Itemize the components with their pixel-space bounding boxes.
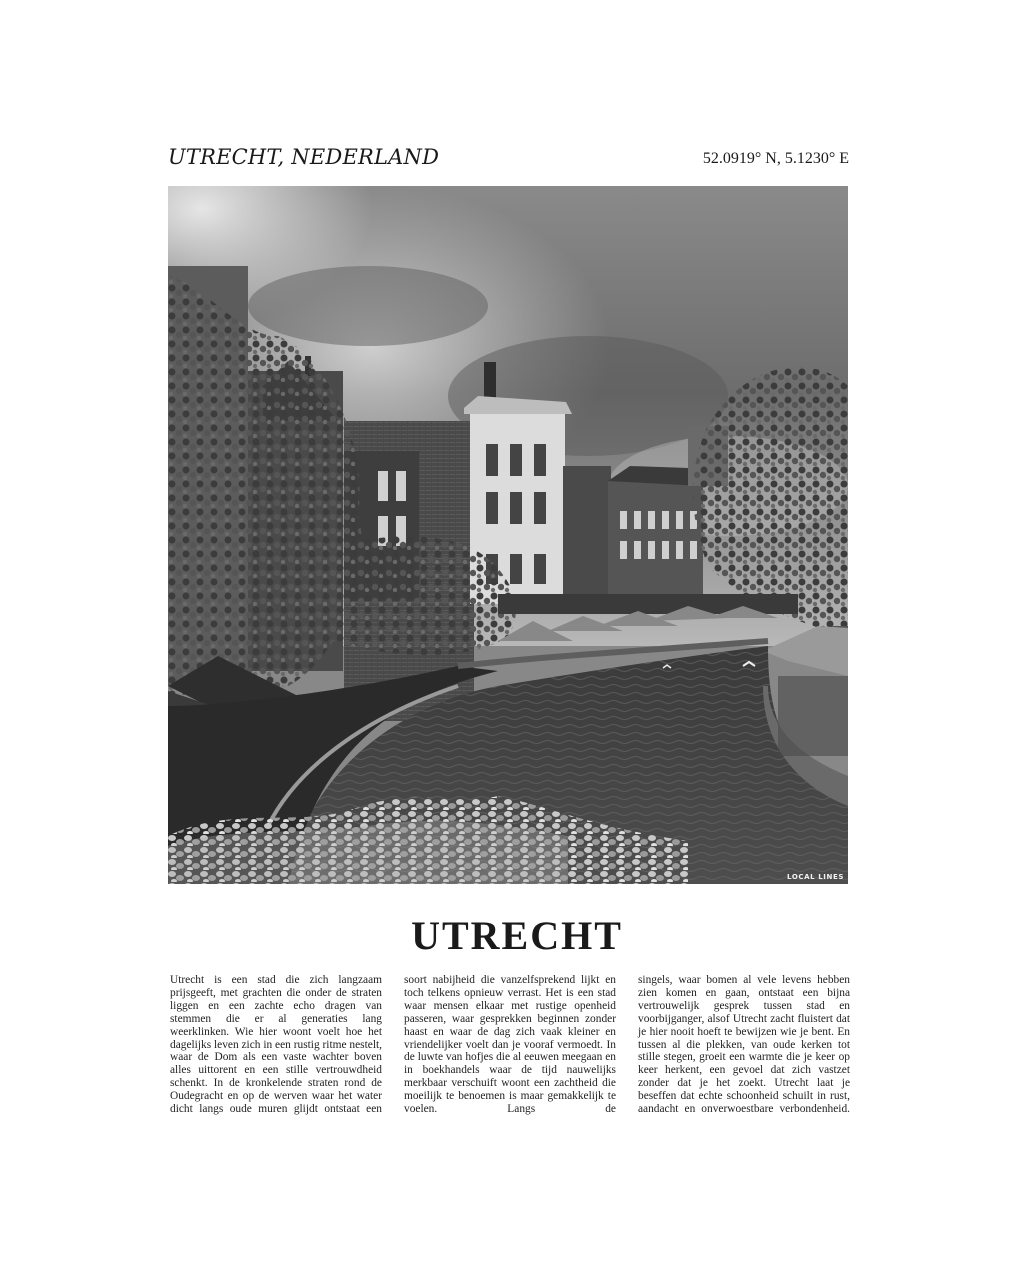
photo-watermark: LOCAL LINES: [787, 873, 844, 881]
body-text: [170, 974, 850, 1116]
body-column-3: singels, waar bomen al vele levens hebben zien komen en gaan, ontstaat een bijna vertrouwelijk gesprek tussen stad en voorbijganger, alsof Utrecht zacht fluistert dat je hier nooit hoeft te bewijzen wie je bent. En tussen al die plekken, van oude kerken tot stille stegen, groeit een warmte die je keer op keer herkent, een gevoel dat zich vastzet zonder dat je het zoekt. Utrecht laat je beseffen dat echte schoonheid schuilt in rust, aandacht en onverwoestbare verbondenheid.: [638, 974, 850, 1116]
city-title: UTRECHT: [411, 913, 623, 958]
canal-photo-illustration: [168, 186, 848, 884]
coordinates-label: 52.0919° N, 5.1230° E: [702, 150, 849, 167]
location-heading: UTRECHT, NEDERLAND: [168, 145, 440, 169]
body-column-1: Utrecht is een stad die zich langzaam prijsgeeft, met grachten die onder de straten liggen en een zachte echo dragen van stemmen die er al generaties lang weerklinken. Wie hier woont voelt hoe het dagelijks leven zich in een rustig ritme nestelt, waar de Dom als een vaste wachter boven alles uittorent en een stille vertrouwdheid schenkt. In de kronkelende straten rond de Oudegracht en op de werven waar het water dicht langs oude muren glijdt ontstaat een: [170, 974, 382, 1116]
body-column-2: soort nabijheid die vanzelfsprekend lijkt en toch telkens opnieuw verrast. Het is een stad waar mensen elkaar met rustige openheid passeren, waar gesprekken beginnen zonder haast en waar de dag zich vaak kleiner en vriendelijker voelt dan je vooraf vermoedt. In de luwte van hofjes die al eeuwen meegaan en in boekhandels waar de tijd nauwelijks merkbaar verschuift woont een zachtheid die moeilijk te benoemen is maar gemakkelijk te voelen. Langs de: [404, 974, 616, 1116]
canal-photo: [168, 186, 848, 884]
